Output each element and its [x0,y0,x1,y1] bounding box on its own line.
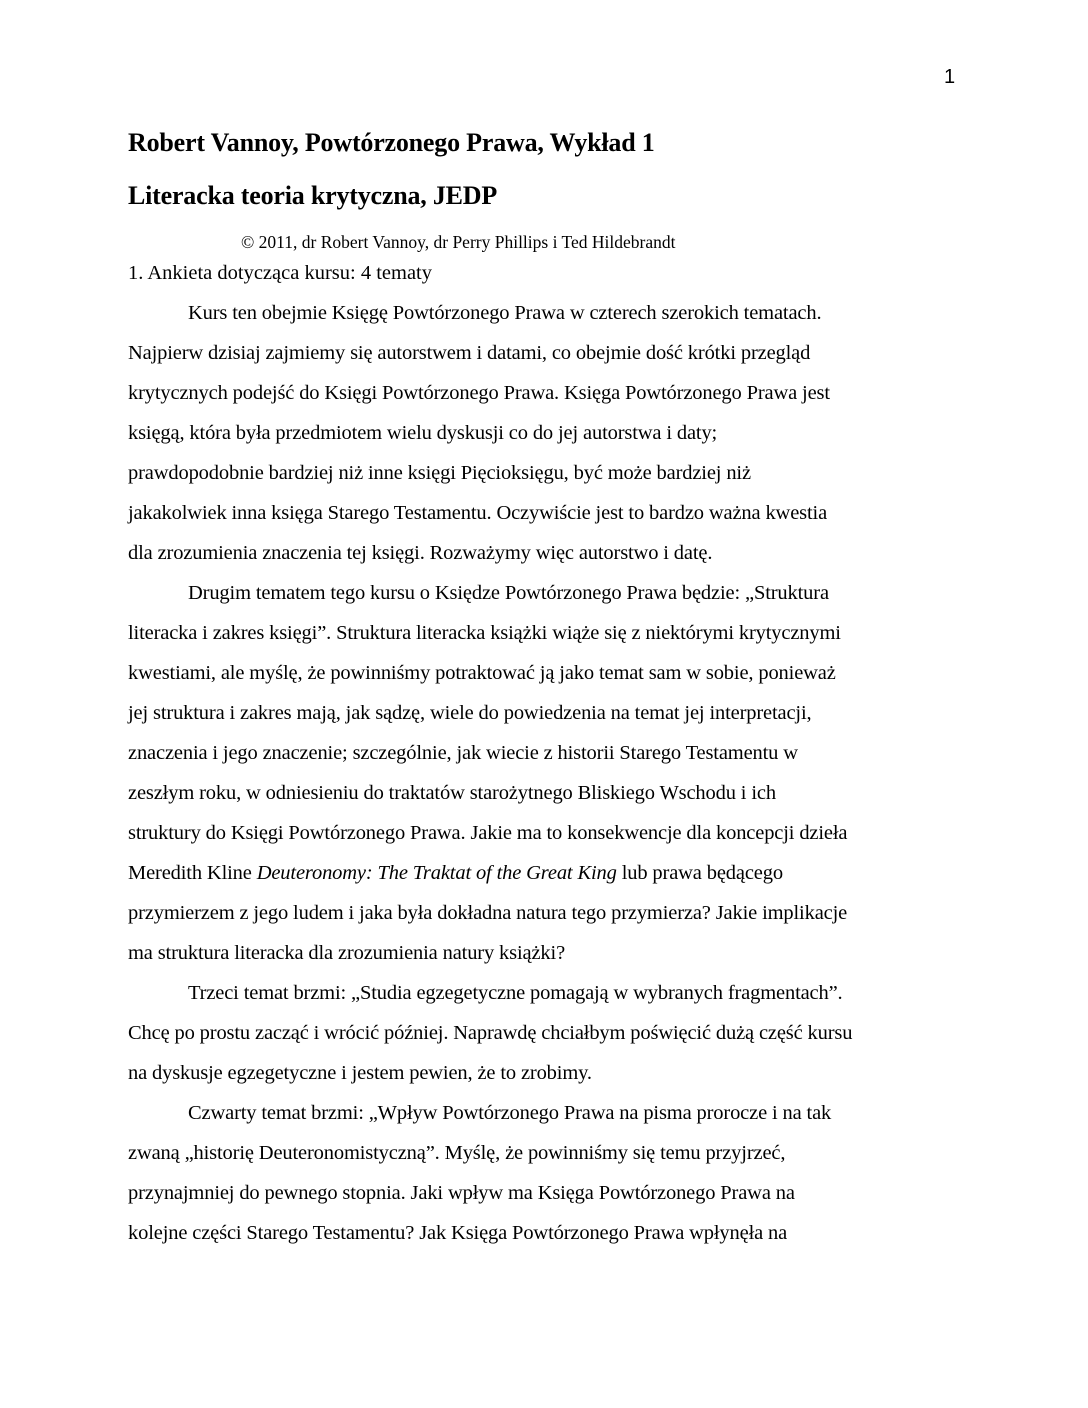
body-line: Kurs ten obejmie Księgę Powtórzonego Prawa w czterech szerokich tematach. [188,302,822,324]
body-line: zwaną „historię Deuteronomistyczną”. Myślę, że powinniśmy się temu przyjrzeć, [128,1142,786,1164]
body-line: dla zrozumienia znaczenia tej księgi. Rozważymy więc autorstwo i datę. [128,542,713,564]
copyright-notice: © 2011, dr Robert Vannoy, dr Perry Phillips i Ted Hildebrandt [241,232,676,252]
body-line-with-citation [128,862,783,885]
body-text: lub prawa będącego [616,862,783,884]
body-line: na dyskusje egzegetyczne i jestem pewien, że to zrobimy. [128,1062,592,1084]
body-line: kolejne części Starego Testamentu? Jak Księga Powtórzonego Prawa wpłynęła na [128,1222,788,1244]
page-number: 1 [944,66,956,88]
author-name: Meredith Kline [128,862,257,884]
body-line: struktury do Księgi Powtórzonego Prawa. Jakie ma to konsekwencje dla koncepcji dzieła [128,822,848,844]
body-line: przynajmniej do pewnego stopnia. Jaki wpływ ma Księga Powtórzonego Prawa na [128,1182,795,1204]
body-line: Najpierw dzisiaj zajmiemy się autorstwem i datami, co obejmie dość krótki przegląd [128,342,811,364]
body-line: Drugim tematem tego kursu o Księdze Powtórzonego Prawa będzie: „Struktura [188,582,829,604]
body-line: Czwarty temat brzmi: „Wpływ Powtórzonego Prawa na pisma prorocze i na tak [188,1102,832,1124]
body-line: ma struktura literacka dla zrozumienia natury książki? [128,942,566,964]
body-line: jakakolwiek inna księga Starego Testamentu. Oczywiście jest to bardzo ważna kwestia [128,502,828,524]
body-line: jej struktura i zakres mają, jak sądzę, wiele do powiedzenia na temat jej interpretacji, [128,702,812,724]
book-title-citation: Deuteronomy: The Traktat of the Great King [256,862,617,884]
body-line: zeszłym roku, w odniesieniu do traktatów starożytnego Bliskiego Wschodu i ich [128,782,776,804]
body-line: Chcę po prostu zacząć i wrócić później. Naprawdę chciałbym poświęcić dużą część kursu [128,1022,853,1044]
document-title: Robert Vannoy, Powtórzonego Prawa, Wykład 1 [128,128,655,157]
document-subtitle: Literacka teoria krytyczna, JEDP [128,181,498,210]
body-line: Trzeci temat brzmi: „Studia egzegetyczne pomagają w wybranych fragmentach”. [188,982,843,1004]
body-line: prawdopodobnie bardziej niż inne księgi Pięcioksięgu, być może bardziej niż [128,462,751,484]
body-line: znaczenia i jego znaczenie; szczególnie, jak wiecie z historii Starego Testamentu w [128,742,798,764]
body-line: księgą, która była przedmiotem wielu dyskusji co do jej autorstwa i daty; [128,422,718,444]
body-line: krytycznych podejść do Księgi Powtórzonego Prawa. Księga Powtórzonego Prawa jest [128,382,830,404]
body-line: literacka i zakres księgi”. Struktura literacka książki wiąże się z niektórymi krytycznymi [128,622,841,644]
body-line: kwestiami, ale myślę, że powinniśmy potraktować ją jako temat sam w sobie, ponieważ [128,662,836,684]
section-heading: 1. Ankieta dotycząca kursu: 4 tematy [128,262,432,284]
body-line: przymierzem z jego ludem i jaka była dokładna natura tego przymierza? Jakie implikacje [128,902,848,924]
